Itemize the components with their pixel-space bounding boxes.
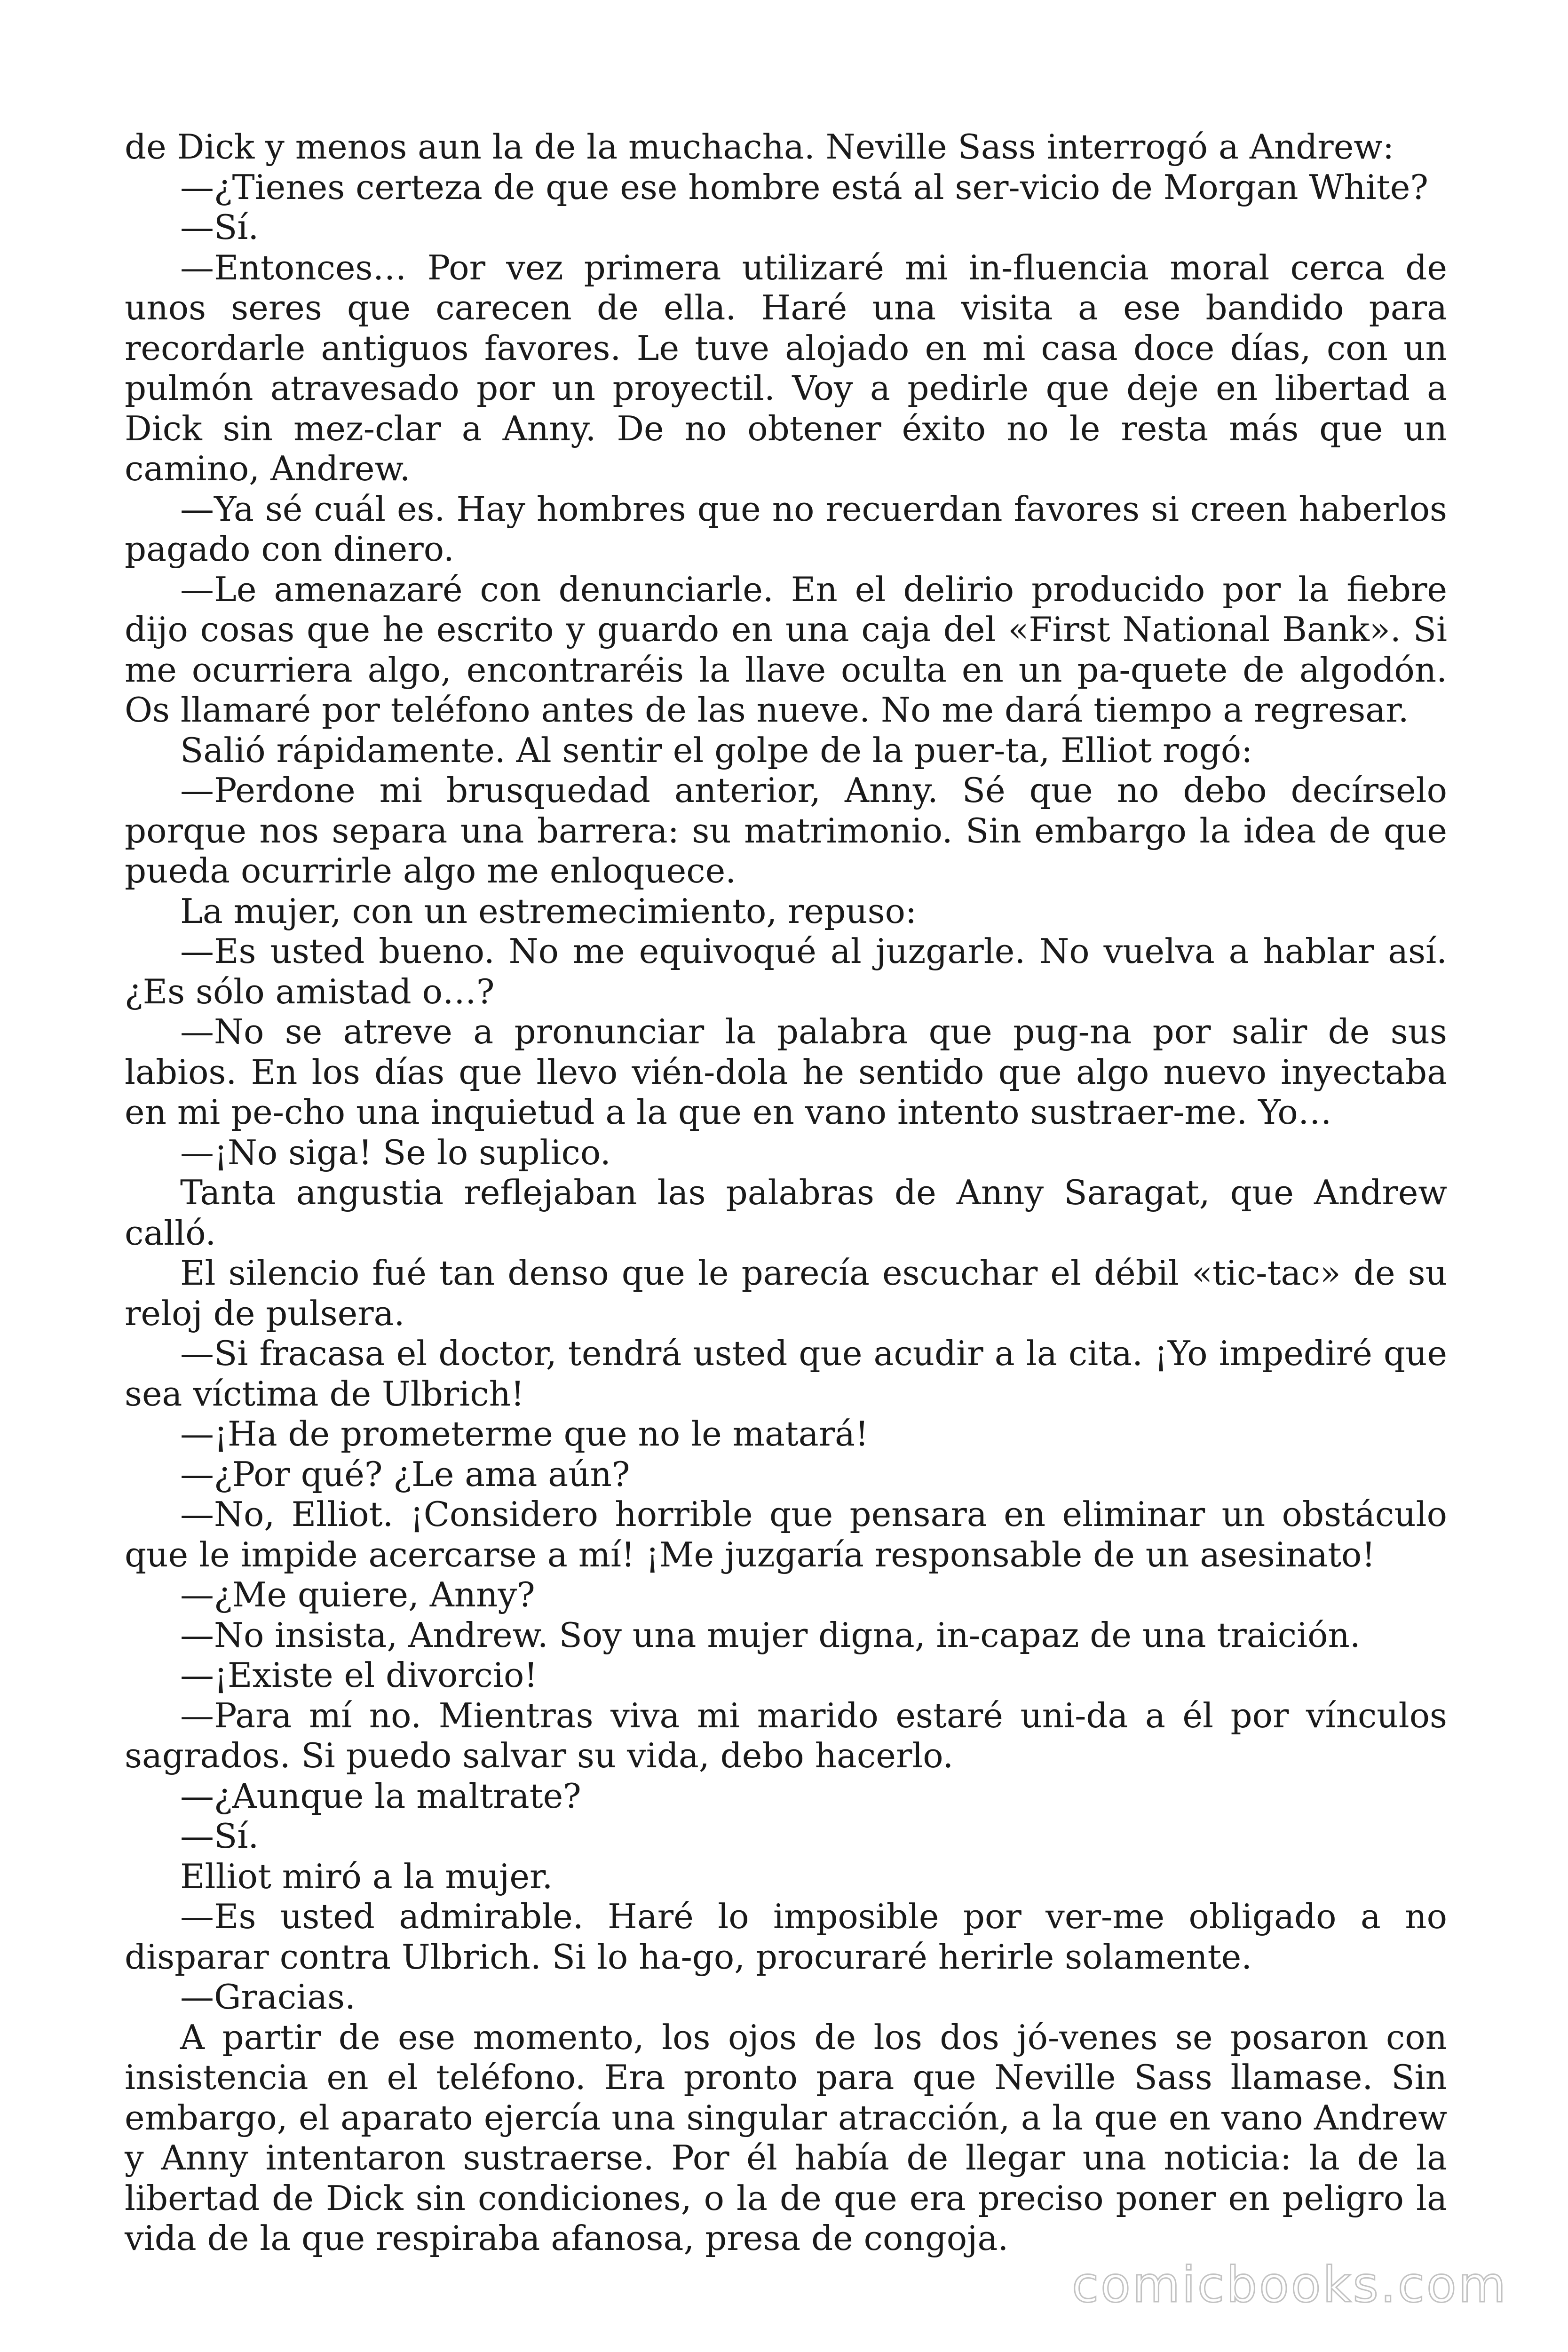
paragraph: —Perdone mi brusquedad anterior, Anny. Sé que no debo decírselo porque nos separa una barrera: su matrimonio. Sin embargo la idea de que pueda ocurrirle algo me enloquece. [125,771,1447,890]
paragraph: —¡No siga! Se lo suplico. [180,1132,611,1172]
watermark: comicbooks.com [1071,2256,1508,2313]
paragraph: —¡Existe el divorcio! [180,1655,538,1695]
paragraph: A partir de ese momento, los ojos de los dos jó-venes se posaron con insistencia en el teléfono. Era pronto para que Neville Sass llamase. Sin embargo, el aparato ejercía una singular atracción, a la que en vano Andrew y Anny intentaron sustraerse. Por él había de llegar una noticia: la de la libertad de Dick sin condiciones, o la de que era preciso poner en peligro la vida de la que respiraba afanosa, presa de congoja. [125,2017,1447,2258]
paragraph: Salió rápidamente. Al sentir el golpe de la puer-ta, Elliot rogó: [180,730,1253,770]
paragraph: —Le amenazaré con denunciarle. En el delirio producido por la fiebre dijo cosas que he escrito y guardo en una caja del «First National Bank». Si me ocurriera algo, encontraréis la llave oculta en un pa-quete de algodón. Os llamaré por teléfono antes de las nueve. No me dará tiempo a regresar. [125,569,1447,730]
paragraph: El silencio fué tan denso que le parecía escuchar el débil «tic-tac» de su reloj de pulsera. [125,1253,1447,1333]
paragraph: —¿Aunque la maltrate? [180,1776,581,1816]
paragraph: —Es usted admirable. Haré lo imposible por ver-me obligado a no disparar contra Ulbrich. Si lo ha-go, procuraré herirle solamente. [125,1897,1447,1977]
paragraph: La mujer, con un estremecimiento, repuso: [180,891,917,931]
paragraph: —Si fracasa el doctor, tendrá usted que acudir a la cita. ¡Yo impediré que sea víctima de Ulbrich! [125,1334,1447,1414]
paragraph: Elliot miró a la mujer. [180,1856,553,1896]
paragraph: —Es usted bueno. No me equivoqué al juzgarle. No vuelva a hablar así. ¿Es sólo amistad o…? [125,931,1447,1011]
body-text [125,127,1447,2259]
paragraph: —No insista, Andrew. Soy una mujer digna, in-capaz de una traición. [180,1615,1361,1655]
paragraph: —Ya sé cuál es. Hay hombres que no recuerdan favores si creen haberlos pagado con dinero. [125,489,1447,569]
paragraph: —Gracias. [180,1977,356,2017]
paragraph: —Sí. [180,1816,259,1856]
paragraph: —Sí. [180,207,259,247]
paragraph: —No, Elliot. ¡Considero horrible que pensara en eliminar un obstáculo que le impide acercarse a mí! ¡Me juzgaría responsable de un asesinato! [125,1494,1447,1574]
paragraph: —¿Me quiere, Anny? [180,1575,535,1614]
paragraph: de Dick y menos aun la de la muchacha. Neville Sass interrogó a Andrew: [125,127,1394,167]
paragraph: Tanta angustia reflejaban las palabras de Anny Saragat, que Andrew calló. [125,1173,1447,1253]
paragraph: —¡Ha de prometerme que no le matará! [180,1414,869,1454]
paragraph: —¿Tienes certeza de que ese hombre está al ser-vicio de Morgan White? [180,167,1428,207]
paragraph: —Para mí no. Mientras viva mi marido estaré uni-da a él por vínculos sagrados. Si puedo salvar su vida, debo hacerlo. [125,1695,1447,1775]
paragraph: —No se atreve a pronunciar la palabra que pug-na por salir de sus labios. En los días que llevo vién-dola he sentido que algo nuevo inyectaba en mi pe-cho una inquietud a la que en vano intento sustraer-me. Yo… [125,1012,1447,1132]
paragraph: —Entonces… Por vez primera utilizaré mi in-fluencia moral cerca de unos seres que carecen de ella. Haré una visita a ese bandido para recordarle antiguos favores. Le tuve alojado en mi casa doce días, con un pulmón atravesado por un proyectil. Voy a pedirle que deje en libertad a Dick sin mez-clar a Anny. De no obtener éxito no le resta más que un camino, Andrew. [125,247,1447,488]
paragraph: —¿Por qué? ¿Le ama aún? [180,1454,630,1494]
